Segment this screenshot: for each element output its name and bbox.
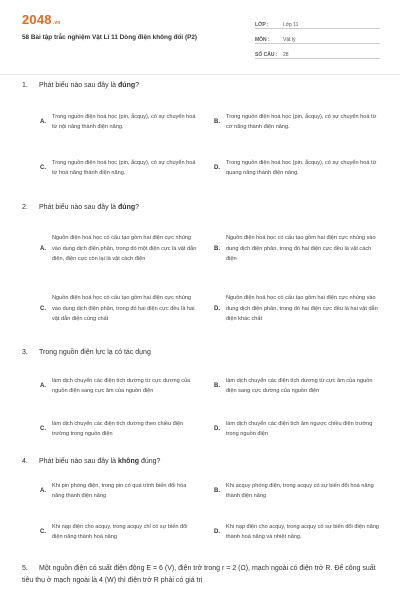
question-3-option-d[interactable]: D. làm dịch chuyển các điện tích âm ngược chiều điện trường trong nguồn điện bbox=[214, 420, 373, 437]
question-4-option-d[interactable]: D. Khi nạp điện cho acquy, trong acquy có sự biến đổi điện năng thành hoá năng và nhiệt năng. bbox=[214, 523, 379, 540]
question-4-option-c[interactable]: C. Khi nạp điện cho acquy, trong acquy chỉ có sự biến đổi điện năng thành hoá năng bbox=[40, 523, 188, 540]
meta-key: MÔN : bbox=[255, 37, 270, 43]
meta-row-count bbox=[255, 44, 380, 59]
question-1-option-d[interactable]: D. Trong nguồn điện hoá học (pin, ắcquy), có sự chuyển hoá từ quang năng thành điện năng. bbox=[214, 159, 377, 176]
question-3-title: 3. Trong nguồn điện lực lạ có tác dụng bbox=[22, 349, 151, 356]
question-5-text: 5. Một nguồn điện có suất điện động E = 6 (V), điện trở trong r = 2 (Ω), mạch ngoài có điện trở R. Để công suất tiêu thụ ở mạch ngoài là 4 (W) thì điện trở R phải có giá trị bbox=[22, 565, 376, 584]
question-number: 1. bbox=[22, 82, 28, 89]
question-3-option-c[interactable]: C. làm dịch chuyển các điện tích dương theo chiều điện trường trong nguồn điện bbox=[40, 420, 184, 437]
meta-row-subject bbox=[255, 29, 380, 44]
meta-table bbox=[255, 14, 380, 59]
meta-key: LỚP : bbox=[255, 22, 269, 28]
question-number: 3. bbox=[22, 349, 28, 356]
question-2-option-a[interactable]: A. Nguồn điện hoá học có cấu tạo gồm hai điện cực nhúng vào dung dịch điện phân, trong đó một điện cực là vật dẫn điện, điện cực còn lại là vật cách điện bbox=[40, 235, 197, 263]
meta-row-class bbox=[255, 14, 380, 29]
meta-value: Vật lý bbox=[283, 37, 296, 43]
question-4-option-b[interactable]: B. Khi acquy phóng điện, trong acquy có sự biến đổi hoá năng thành điện năng bbox=[214, 482, 374, 499]
question-4-title: 4. Phát biểu nào sau đây là không đúng? bbox=[22, 458, 161, 465]
question-3-option-b[interactable]: B. làm dịch chuyển các điện tích dương từ cực âm của nguồn điện sang cực dương của nguồn điện bbox=[214, 377, 373, 394]
question-1-option-c[interactable]: C. Trong nguồn điện hoá học (pin, ắcquy), có sự chuyển hoá từ hoá năng thành điện năng. bbox=[40, 159, 196, 176]
question-2-option-d[interactable]: D. Nguồn điện hoá học có cấu tạo gồm hai điện cực nhúng vào dung dịch điện phân, trong đó hai điện cực đều là hai vật dẫn điện khác chất bbox=[214, 295, 378, 323]
meta-key: SỐ CÂU : bbox=[255, 52, 278, 58]
question-2-option-c[interactable]: C. Nguồn điện hoá học có cấu tạo gồm hai điện cực nhúng vào dung dịch điện phân, trong đó hai điện cực đều là hai vật dẫn điện cùng chất bbox=[40, 295, 195, 323]
header-divider bbox=[0, 74, 400, 75]
question-2-option-b[interactable]: B. Nguồn điện hoá học có cấu tạo gồm hai điện cực nhúng vào dung dịch điện phân, trong đó hai điện cực đều là vật cách điện bbox=[214, 235, 376, 263]
meta-value: Lớp 11 bbox=[283, 22, 299, 28]
question-4-option-a[interactable]: A. Khi pin phóng điện, trong pin có quá trình biến đổi hóa năng thành điện năng bbox=[40, 482, 187, 499]
question-number: 2. bbox=[22, 204, 28, 211]
question-1-title: 1. Phát biểu nào sau đây là đúng? bbox=[22, 82, 140, 89]
question-1-option-b[interactable]: B. Trong nguồn điện hoá học (pin, ắcquy), có sự chuyển hoá từ cơ năng thành điện năng. bbox=[214, 113, 377, 130]
meta-value: 28 bbox=[283, 52, 289, 58]
logo-suffix: .vn bbox=[52, 20, 61, 26]
question-3-option-a[interactable]: A. làm dịch chuyển các điện tích dương từ cực dương của nguồn điện sang cực âm của nguồn điện bbox=[40, 377, 191, 394]
question-number: 4. bbox=[22, 458, 28, 465]
document-header bbox=[0, 0, 400, 74]
logo-text: 2048 bbox=[22, 12, 52, 27]
question-1-option-a[interactable]: A. Trong nguồn điện hoá học (pin, ắcquy), có sự chuyển hoá từ nội năng thành điện năng. bbox=[40, 113, 196, 130]
site-logo[interactable] bbox=[22, 12, 61, 27]
question-2-title: 2. Phát biểu nào sau đây là đúng? bbox=[22, 204, 140, 211]
question-number: 5. bbox=[22, 565, 28, 572]
document-title: 58 Bài tập trắc nghiệm Vật Lí 11 Dòng điện không đổi (P2) bbox=[22, 34, 198, 41]
